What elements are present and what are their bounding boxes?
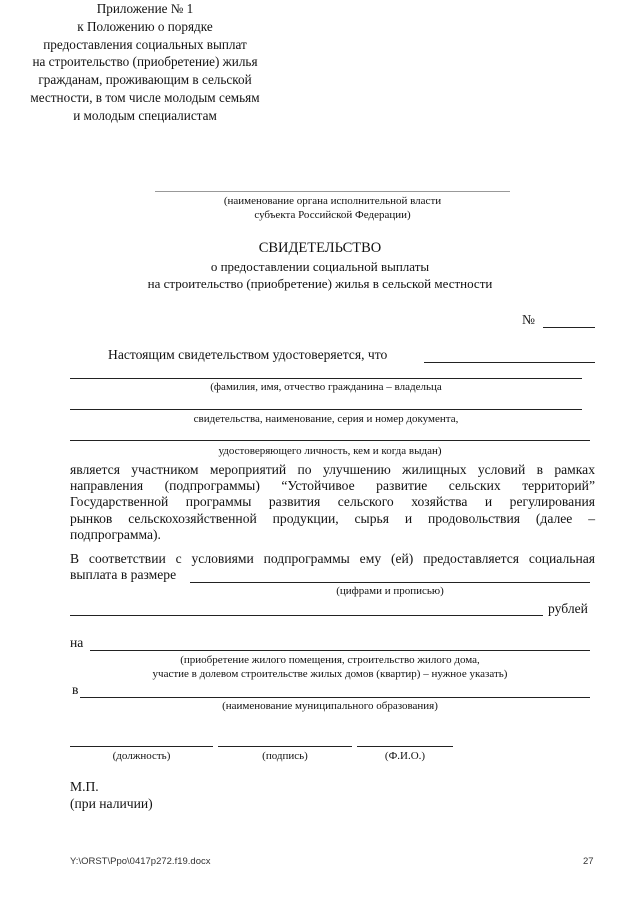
holder-field-line-2[interactable] xyxy=(70,409,582,410)
appendix-line: предоставления социальных выплат xyxy=(43,36,247,52)
payment-line-1 xyxy=(70,551,595,567)
appendix-line: и молодым специалистам xyxy=(73,107,217,123)
payment-currency: рублей xyxy=(548,601,588,616)
holder-caption-3: удостоверяющего личность, кем и когда выдан) xyxy=(218,445,442,457)
appendix-line: к Положению о порядке xyxy=(77,18,213,34)
holder-field-line-3[interactable] xyxy=(70,440,590,441)
payment-amount-field[interactable] xyxy=(190,582,590,583)
appendix-line: Приложение № 1 xyxy=(96,1,194,16)
participant-line: направления (подпрограммы) “Устойчивое развитие сельских территорий” xyxy=(70,478,595,494)
payment-amount-words-field[interactable] xyxy=(70,615,543,616)
certificate-number-label: № xyxy=(522,312,535,327)
signature-field[interactable] xyxy=(218,746,352,747)
position-field[interactable] xyxy=(70,746,213,747)
participant-line: подпрограмма). xyxy=(70,526,161,542)
purpose-caption-1: (приобретение жилого помещения, строительство жилого дома, xyxy=(180,654,480,666)
position-caption: (должность) xyxy=(112,750,171,762)
holder-field-line-0[interactable] xyxy=(424,362,595,363)
footer-file-path: Y:\ORST\Ppo\0417p272.f19.docx xyxy=(70,856,211,867)
name-field[interactable] xyxy=(357,746,453,747)
payment-text-2: выплата в размере xyxy=(70,567,177,582)
certificate-number-field[interactable] xyxy=(543,327,595,328)
municipality-caption: (наименование муниципального образования) xyxy=(222,700,438,712)
authority-caption-2: субъекта Российской Федерации) xyxy=(254,209,411,221)
footer-page-number: 27 xyxy=(583,856,594,867)
holder-caption-2: свидетельства, наименование, серия и номер документа, xyxy=(193,413,459,425)
municipality-field[interactable] xyxy=(80,697,590,698)
name-caption: (Ф.И.О.) xyxy=(384,750,426,762)
holder-caption-1: (фамилия, имя, отчество гражданина – владельца xyxy=(210,381,442,393)
appendix-header xyxy=(0,0,290,125)
municipality-prefix: в xyxy=(72,682,79,697)
participant-line: Государственной программы развития сельского хозяйства и регулирования xyxy=(70,494,595,510)
purpose-prefix: на xyxy=(70,635,84,650)
certify-statement: Настоящим свидетельством удостоверяется, что xyxy=(108,347,388,362)
payment-caption: (цифрами и прописью) xyxy=(336,585,444,597)
appendix-line: гражданам, проживающим в сельской xyxy=(38,72,252,88)
participant-paragraph xyxy=(70,462,595,543)
authority-field-line xyxy=(155,191,510,192)
stamp-note: (при наличии) xyxy=(70,796,153,811)
stamp-label: М.П. xyxy=(70,779,99,794)
participant-line: является участником мероприятий по улучшению жилищных условий в рамках xyxy=(70,462,595,477)
participant-line: рынков сельскохозяйственной продукции, сырья и продовольствия (далее – xyxy=(70,510,595,526)
signature-caption: (подпись) xyxy=(262,750,308,762)
appendix-line: местности, в том числе молодым семьям xyxy=(30,89,260,105)
purpose-field[interactable] xyxy=(90,650,590,651)
holder-field-line-1[interactable] xyxy=(70,378,582,379)
certificate-subtitle-1: о предоставлении социальной выплаты xyxy=(210,259,430,274)
appendix-line: на строительство (приобретение) жилья xyxy=(32,54,258,70)
certificate-title: СВИДЕТЕЛЬСТВО xyxy=(258,240,382,256)
certificate-subtitle-2: на строительство (приобретение) жилья в сельской местности xyxy=(147,276,493,291)
authority-caption-1: (наименование органа исполнительной власти xyxy=(223,195,442,207)
payment-text-1: В соответствии с условиями подпрограммы ему (ей) предоставляется социальная xyxy=(70,551,595,566)
purpose-caption-2: участие в долевом строительстве жилых домов (квартир) – нужное указать) xyxy=(152,668,508,680)
